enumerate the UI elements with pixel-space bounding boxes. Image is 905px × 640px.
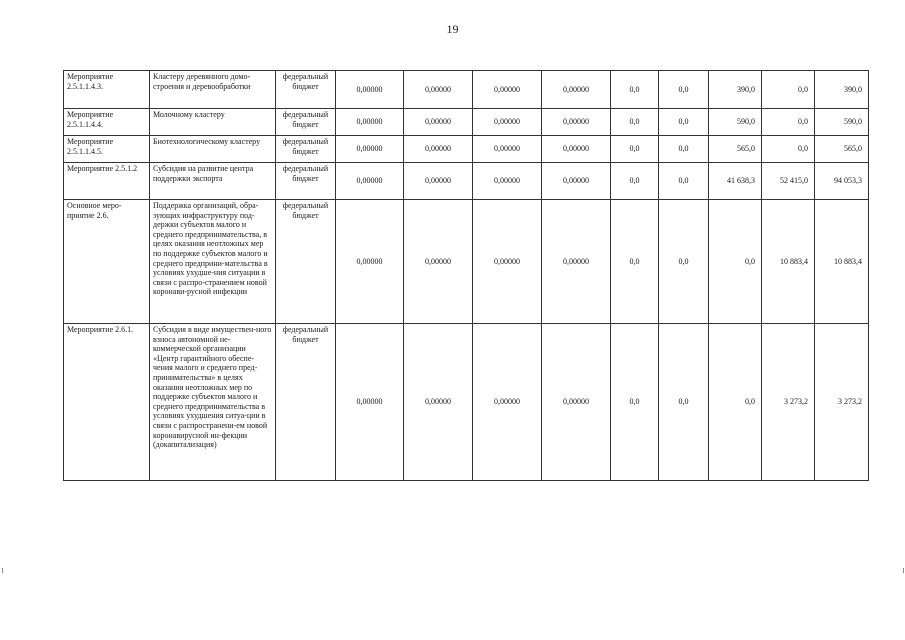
value-cell: 0,0	[659, 163, 709, 200]
funding-source: федеральный бюджет	[276, 71, 336, 109]
value-cell: 565,0	[709, 136, 762, 163]
value-cell: 0,00000	[336, 71, 404, 109]
table-row	[64, 136, 869, 163]
funding-source: федеральный бюджет	[276, 200, 336, 324]
value-cell: 565,0	[815, 136, 869, 163]
value-cell: 0,0	[659, 324, 709, 481]
value-cell: 0,00000	[473, 136, 542, 163]
value-cell: 0,00000	[336, 136, 404, 163]
value-cell: 0,00000	[542, 136, 611, 163]
page-number: 19	[446, 22, 459, 36]
value-cell: 0,0	[762, 71, 815, 109]
budget-table	[63, 70, 869, 481]
value-cell: 0,00000	[404, 136, 473, 163]
value-cell: 0,00000	[404, 71, 473, 109]
row-name: Кластеру деревянного домо-строения и деревообработки	[150, 71, 276, 109]
value-cell: 590,0	[709, 109, 762, 136]
value-cell: 3 273,2	[762, 324, 815, 481]
row-code: Мероприятие 2.6.1.	[64, 324, 150, 481]
table-row	[64, 71, 869, 109]
funding-source: федеральный бюджет	[276, 163, 336, 200]
value-cell: 0,0	[659, 109, 709, 136]
row-code: Основное меро-приятие 2.6.	[64, 200, 150, 324]
value-cell: 0,00000	[542, 324, 611, 481]
row-name: Молочному кластеру	[150, 109, 276, 136]
value-cell: 0,0	[709, 324, 762, 481]
value-cell: 52 415,0	[762, 163, 815, 200]
value-cell: 0,00000	[542, 71, 611, 109]
value-cell: 0,0	[659, 200, 709, 324]
row-name: Субсидия в виде имуществен-ного взноса автономной не-коммерческой организации «Центр гарантийного обеспе-чения малого и среднего пред-принимательства» в целях оказания неотложных мер по поддержке субъектов малого и среднего предпринимательства в условиях ухудшения ситуа-ции в связи с распространени-ем новой коронавирусной ин-фекции (докапитализация)	[150, 324, 276, 481]
table-row	[64, 163, 869, 200]
row-code: Мероприятие 2.5.1.1.4.4.	[64, 109, 150, 136]
value-cell: 0,00000	[473, 324, 542, 481]
row-name: Биотехнологическому кластеру	[150, 136, 276, 163]
value-cell: 0,00000	[404, 200, 473, 324]
table-row	[64, 109, 869, 136]
row-code: Мероприятие 2.5.1.1.4.3.	[64, 71, 150, 109]
row-code: Мероприятие 2.5.1.1.4.5.	[64, 136, 150, 163]
value-cell: 0,00000	[404, 163, 473, 200]
value-cell: 590,0	[815, 109, 869, 136]
value-cell: 41 638,3	[709, 163, 762, 200]
row-name: Поддержка организаций, обра-зующих инфраструктуру под-держки субъектов малого и среднего предпринимательства, в целях оказания неотложных мер по поддержке субъектов малого и среднего предприни-мательства в условиях ухудше-ния ситуации в связи с распро-странением новой коронави-русной инфекции	[150, 200, 276, 324]
left-edge-mark	[2, 568, 3, 573]
value-cell: 390,0	[815, 71, 869, 109]
value-cell: 0,00000	[542, 109, 611, 136]
value-cell: 10 883,4	[762, 200, 815, 324]
value-cell: 0,00000	[542, 200, 611, 324]
value-cell: 0,0	[611, 136, 659, 163]
funding-source: федеральный бюджет	[276, 136, 336, 163]
value-cell: 0,00000	[336, 200, 404, 324]
value-cell: 3 273,2	[815, 324, 869, 481]
value-cell: 0,0	[659, 71, 709, 109]
value-cell: 0,00000	[473, 109, 542, 136]
value-cell: 0,0	[762, 136, 815, 163]
value-cell: 390,0	[709, 71, 762, 109]
value-cell: 0,00000	[404, 109, 473, 136]
value-cell: 0,0	[611, 200, 659, 324]
value-cell: 0,00000	[404, 324, 473, 481]
value-cell: 94 053,3	[815, 163, 869, 200]
value-cell: 0,00000	[336, 324, 404, 481]
value-cell: 0,00000	[473, 71, 542, 109]
funding-source: федеральный бюджет	[276, 324, 336, 481]
value-cell: 10 883,4	[815, 200, 869, 324]
value-cell: 0,0	[611, 324, 659, 481]
table-row	[64, 200, 869, 324]
value-cell: 0,0	[611, 109, 659, 136]
table-row	[64, 324, 869, 481]
value-cell: 0,00000	[473, 163, 542, 200]
value-cell: 0,00000	[336, 109, 404, 136]
value-cell: 0,0	[659, 136, 709, 163]
value-cell: 0,00000	[473, 200, 542, 324]
funding-source: федеральный бюджет	[276, 109, 336, 136]
value-cell: 0,0	[709, 200, 762, 324]
row-name: Субсидия на развитие центра поддержки экспорта	[150, 163, 276, 200]
value-cell: 0,00000	[336, 163, 404, 200]
right-edge-mark	[903, 568, 904, 573]
value-cell: 0,0	[762, 109, 815, 136]
value-cell: 0,00000	[542, 163, 611, 200]
row-code: Мероприятие 2.5.1.2	[64, 163, 150, 200]
value-cell: 0,0	[611, 71, 659, 109]
value-cell: 0,0	[611, 163, 659, 200]
